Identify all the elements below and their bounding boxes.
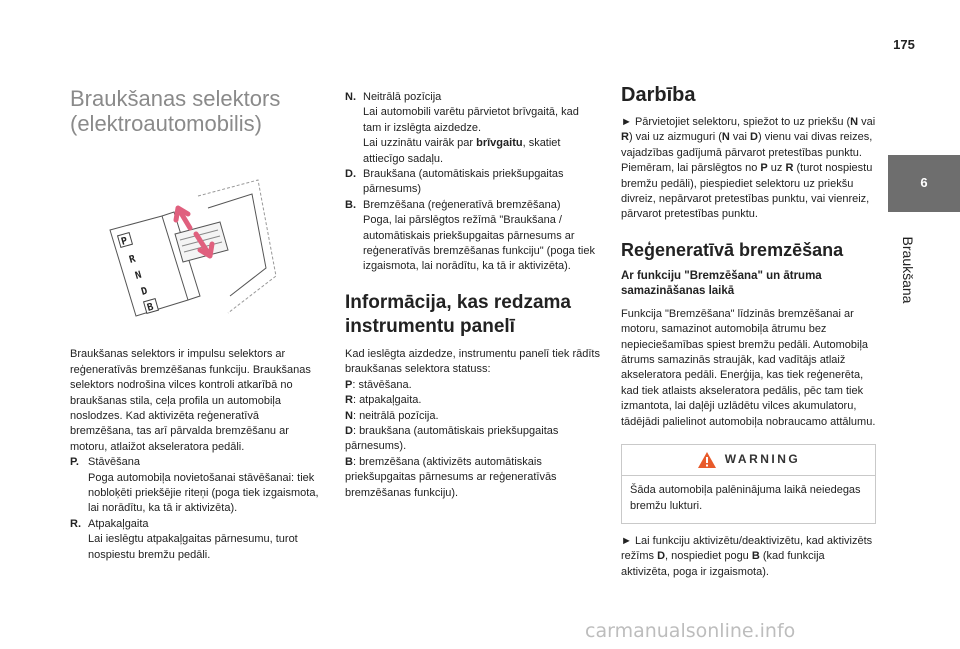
instrument-panel-intro: Kad ieslēgta aizdedze, instrumentu panelī tiek rādīts braukšanas selektora statuss:: [345, 347, 600, 376]
letter-p: P: [120, 235, 129, 248]
def-text-2: Lai uzzinātu vairāk par: [363, 137, 477, 150]
letter-n: N: [134, 269, 143, 282]
def-text: Poga, lai pārslēgtos režīmā "Braukšana / automātiskais priekšupgaitas pārnesums ar reģeneratīvās bremzēšanas funkciju" (poga tiek izgaismota, lai norādītu, ka tā ir aktivizēta).: [363, 214, 595, 273]
status-item: [345, 378, 600, 393]
status-text: : neitrālā pozīcija.: [352, 409, 439, 422]
def-title: Bremzēšana (reģeneratīvā bremzēšana): [363, 198, 561, 211]
status-text: : braukšana (automātiskais priekšupgaitas pārnesums).: [345, 424, 559, 453]
definition-p: [70, 455, 325, 517]
text-run: ► Lai funkciju aktivizētu/deaktivizētu, kad aktivizēts režīms: [621, 534, 873, 563]
operation-paragraph-1: [621, 115, 876, 161]
text-run: ► Pārvietojiet selektoru, spiežot to uz priekšu (: [621, 116, 851, 128]
definition-b: [345, 198, 600, 275]
status-key: B: [345, 455, 353, 468]
status-key: N: [345, 409, 353, 422]
definition-d: [345, 167, 600, 198]
text-run: ) vai uz aizmuguri (: [628, 131, 722, 144]
text-run: , nospiediet pogu: [665, 550, 752, 563]
bold-run: R: [621, 131, 629, 144]
section-title-line1: Braukšanas selektors: [70, 86, 281, 111]
regen-subheading: Ar funkciju "Bremzēšana" un ātruma samazināšanas laikā: [621, 269, 822, 297]
def-key: P.: [70, 456, 79, 469]
bold-run: P: [760, 162, 768, 175]
operation-heading: Darbība: [621, 84, 696, 106]
def-title: Neitrālā pozīcija: [363, 91, 442, 103]
watermark: carmanualsonline.info: [585, 620, 796, 642]
status-key: D: [345, 424, 353, 437]
bold-run: D: [657, 550, 666, 563]
text-run: vai: [858, 116, 876, 128]
warning-box: [621, 444, 876, 524]
status-item: [345, 424, 600, 455]
def-key: R.: [70, 517, 81, 530]
status-text: : stāvēšana.: [352, 378, 412, 391]
column-middle: [345, 90, 600, 501]
bold-run: N: [721, 131, 730, 144]
status-text: : bremzēšana (aktivizēts automātiskais priekšupgaitas pārnesums ar reģeneratīvās bremzēšanas funkciju).: [345, 455, 557, 499]
status-item: [345, 393, 600, 408]
text-run: Piemēram, lai pārslēgtos no: [621, 162, 761, 175]
def-title: Atpakaļgaita: [88, 517, 149, 530]
operation-paragraph-2: [621, 161, 876, 223]
freewheel-term: brīvgaitu: [476, 137, 523, 150]
bold-run: B: [751, 550, 760, 563]
text-run: (kad funkcija aktivizēta, poga ir izgaismota).: [621, 550, 825, 578]
definition-r: [70, 517, 325, 563]
def-text: Poga automobiļa novietošanai stāvēšanai: tiek nobloķēti priekšējie riteņi (poga tiek izgaismota, lai norādītu, ka tā ir aktivizēta).: [88, 471, 319, 515]
heading-line2: instrumentu panelī: [345, 315, 515, 337]
section-title: [70, 86, 325, 136]
warning-text: Šāda automobiļa palēninājuma laikā neiedegas bremžu lukturi.: [622, 475, 875, 523]
bold-run: R: [785, 162, 794, 175]
regen-paragraph: Funkcija "Bremzēšana" līdzinās bremzēšanai ar motoru, samazinot automobiļa ātrumu bez nepieciešamības spiest bremžu pedāli. Automobiļa ātrums samazinās straujāk, kad vadītājs atlaiž akseleratora pedāli. Enerģija, kas tiek reģenerēta, kad tiek atlaists akseleratora pedālis, pēc tam tiek izmantota, lai daļēji uzlādētu vilces akumulatoru, tādējādi palielinot automobiļa nobraucamo attālumu.: [621, 307, 876, 428]
column-left: [70, 86, 325, 563]
def-text-3: , skatiet attiecīgo sadaļu.: [363, 137, 561, 165]
warning-header: [622, 445, 875, 475]
intro-paragraph: Braukšanas selektors ir impulsu selektors ar reģeneratīvās bremzēšanas funkciju. Braukšanas selektors nodrošina vilces kontroli atkarībā no braukšanas stila, ceļa profila un automobiļa noslodzes. Kad aktivizēta reģeneratīvā bremzēšana, tas arī pārvalda bremzēšanu ar motoru, atlaižot akseleratora pedāli.: [70, 348, 311, 453]
def-text: Lai automobili varētu pārvietot brīvgaitā, kad tam ir izslēgta aizdedze.: [363, 106, 579, 134]
status-text: : atpakaļgaita.: [352, 394, 422, 407]
gear-selector-illustration: [70, 168, 325, 318]
regen-heading: Reģeneratīvā bremzēšana: [621, 239, 844, 260]
text-run: (turot nospiestu bremžu pedāli), piespiediet selektoru uz priekšu divreiz, nepārvarot pretestības punktu, vai vienreiz, pārvarot pretestības punktu.: [621, 162, 873, 221]
text-run: ) vienu vai divas reizes, vajadzības gadījumā pārvarot pretestības punktu.: [621, 131, 873, 159]
instrument-panel-heading: [345, 291, 600, 339]
status-item: [345, 409, 600, 424]
definition-n: [345, 90, 600, 167]
letter-r: R: [128, 253, 137, 266]
def-key: B.: [345, 198, 356, 211]
heading-line1: Informācija, kas redzama: [345, 291, 571, 313]
page-number: 175: [893, 37, 915, 52]
bold-run: N: [850, 116, 859, 128]
letter-b: B: [146, 301, 155, 314]
text-run: vai: [729, 131, 751, 144]
letter-d: D: [140, 285, 149, 298]
section-title-line2: (elektroautomobilis): [70, 111, 262, 136]
warning-title: WARNING: [724, 452, 801, 467]
bold-run: D: [750, 131, 758, 144]
def-text: Lai ieslēgtu atpakaļgaitas pārnesumu, turot nospiestu bremžu pedāli.: [88, 533, 298, 561]
chapter-tab-number: 6: [920, 175, 928, 190]
chapter-tab-label: Braukšana: [900, 236, 916, 304]
status-key: P: [345, 378, 353, 391]
warning-triangle-icon: [697, 451, 717, 469]
def-title: Braukšana (automātiskais priekšupgaitas pārnesums): [363, 168, 564, 196]
status-item: [345, 455, 600, 501]
status-key: R: [345, 394, 353, 407]
status-list: [345, 378, 600, 501]
def-key: N.: [345, 91, 356, 103]
def-title: Stāvēšana: [88, 456, 140, 469]
column-right: [621, 83, 876, 580]
text-run: uz: [767, 162, 786, 175]
def-key: D.: [345, 168, 356, 181]
final-instruction: [621, 534, 876, 580]
